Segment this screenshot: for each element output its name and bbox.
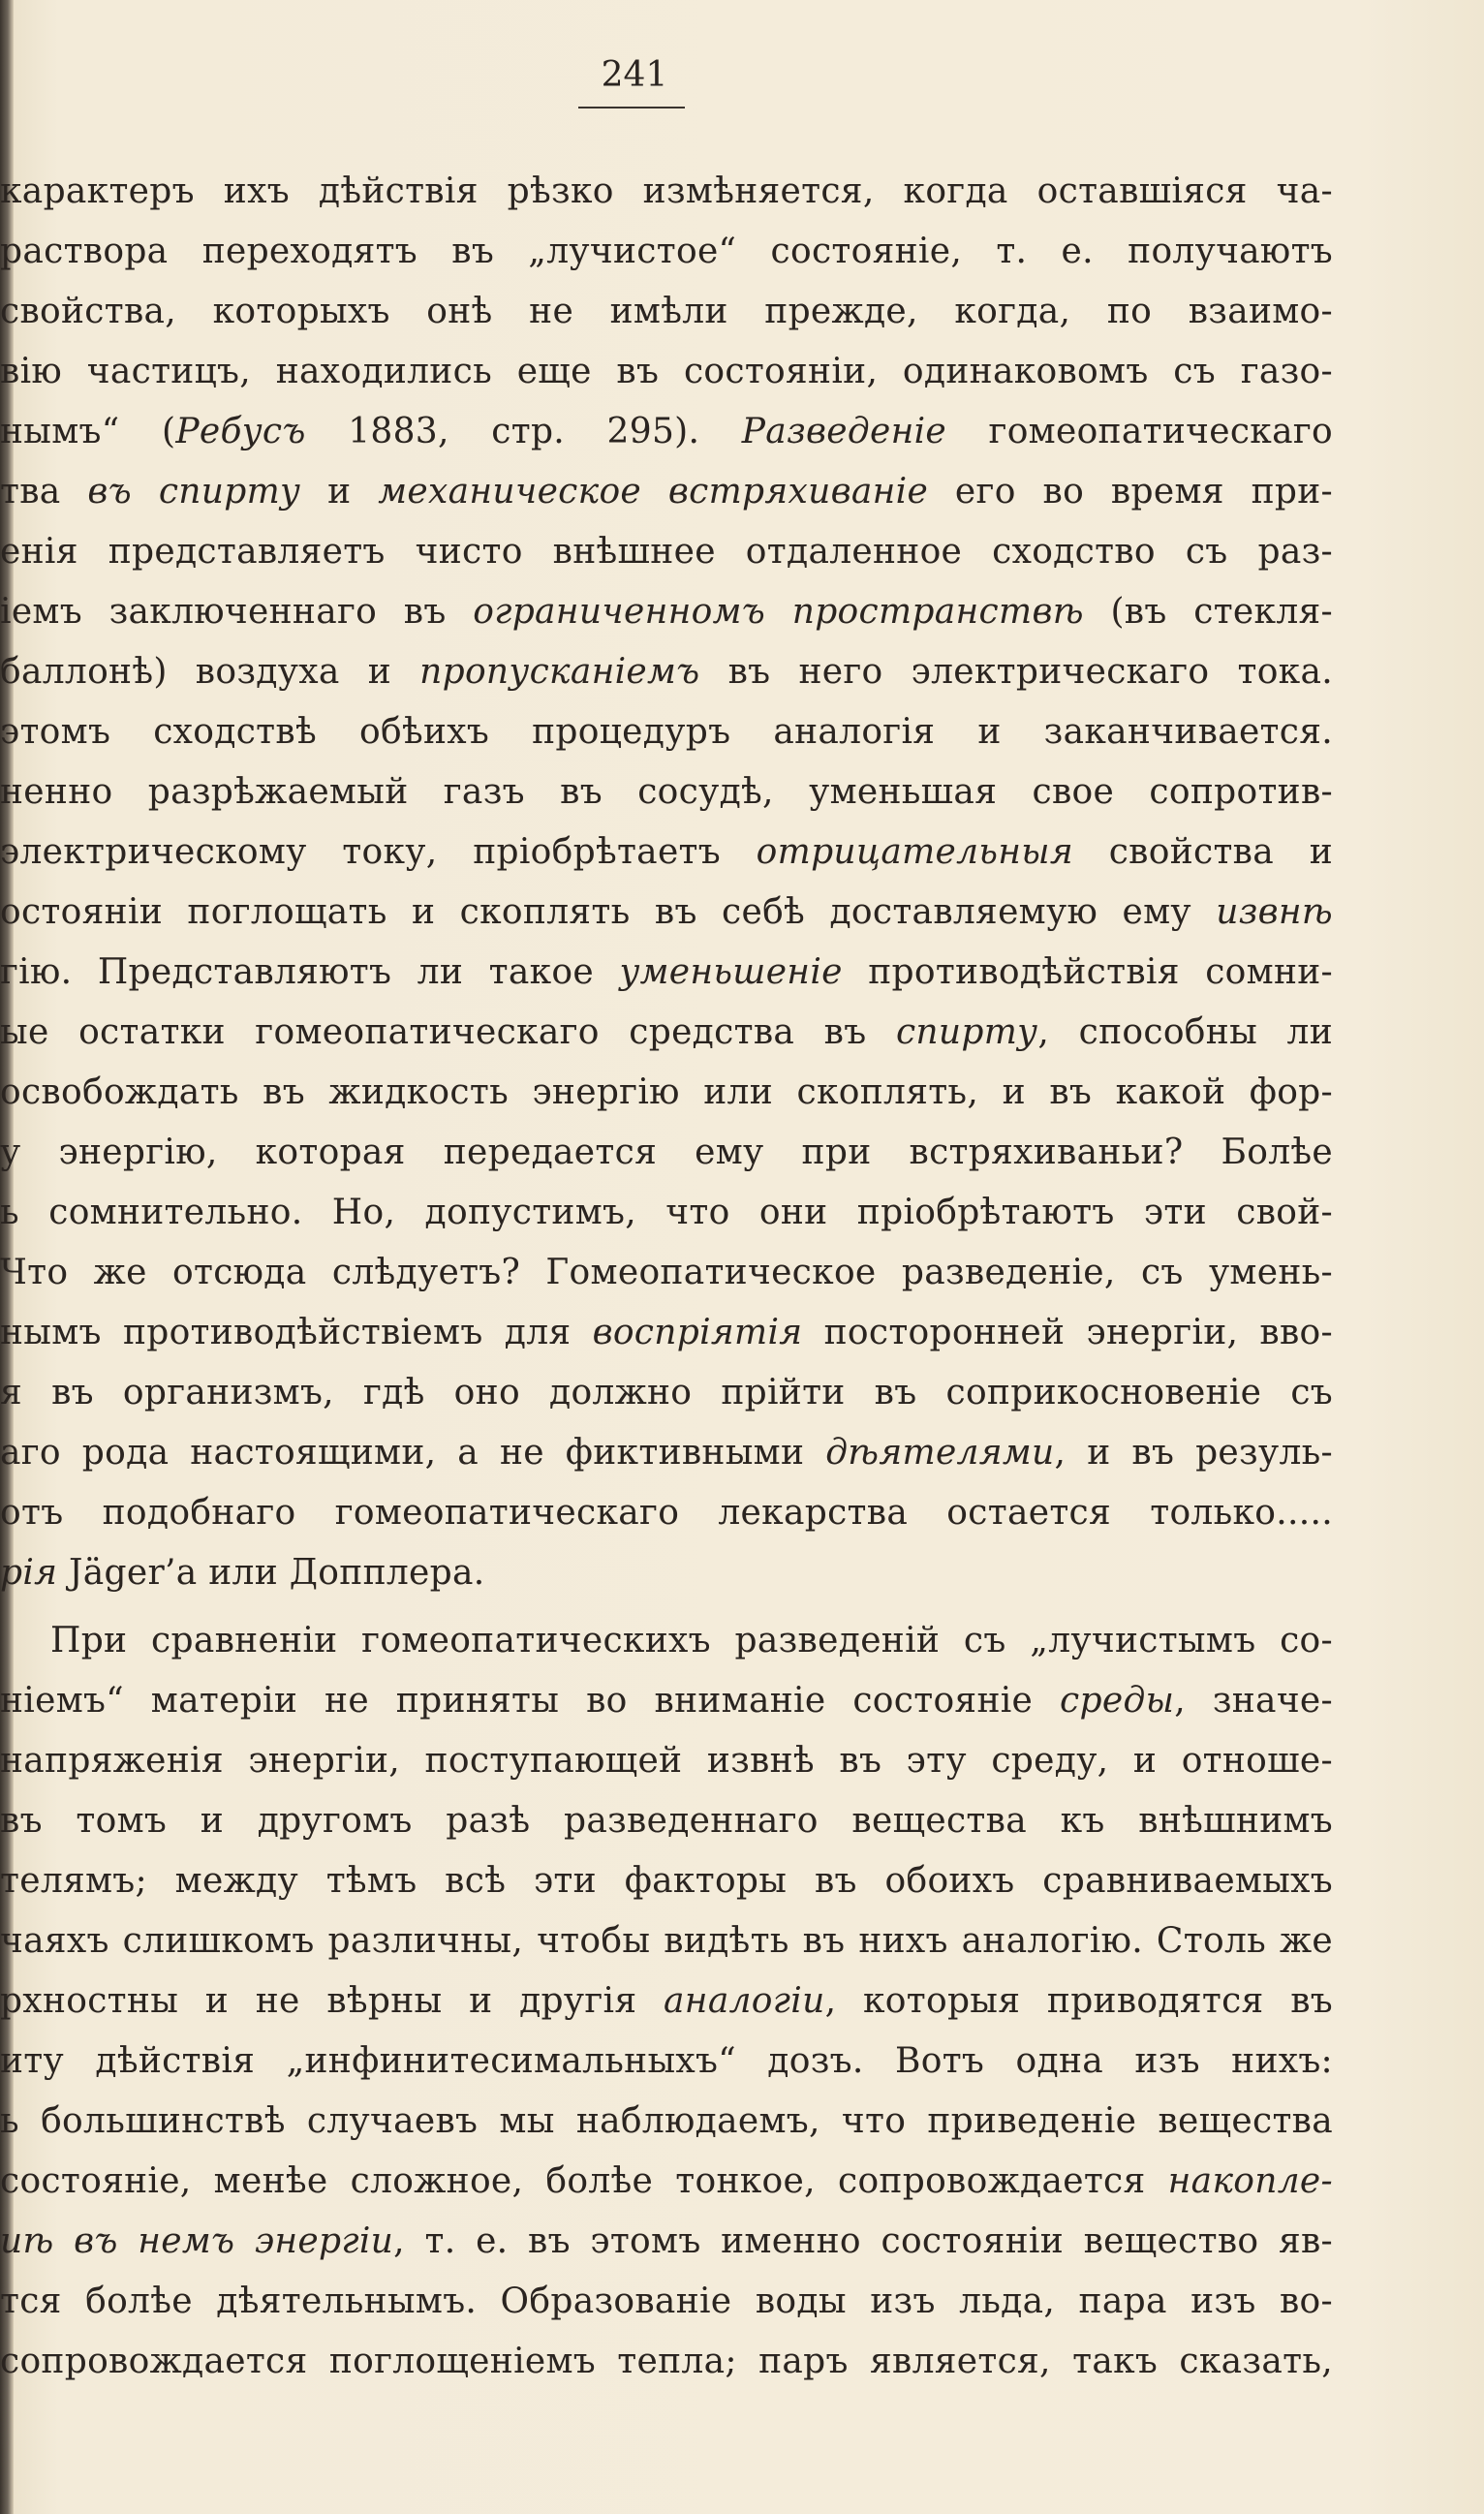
text-line <box>0 1363 1333 1423</box>
text-line <box>0 282 1333 342</box>
page-number-rule <box>578 107 685 109</box>
italic-text-segment: Ребусъ <box>175 412 306 451</box>
text-segment: напряженія энергіи, поступающей извнѣ въ эту среду, и отноше- <box>0 1741 1333 1781</box>
text-segment: и <box>300 472 379 512</box>
italic-text-segment: механическое встряхиваніе <box>378 472 929 512</box>
text-segment: Что же отсюда слѣдуетъ? Гомеопатическое разведеніе, съ умень- <box>0 1253 1333 1292</box>
text-segment: гомеопатическаго <box>946 412 1333 451</box>
italic-text-segment: аналогіи <box>664 1981 825 2021</box>
italic-text-segment: пропусканіемъ <box>419 652 700 692</box>
text-line <box>0 1003 1333 1063</box>
italic-text-segment: извнѣ <box>1216 892 1333 932</box>
text-segment: остояніи поглощать и скоплять въ себѣ доставляемую ему <box>0 892 1217 932</box>
text-segment: іемъ заключеннаго въ <box>0 592 474 632</box>
text-segment: ые остатки гомеопатическаго средства въ <box>0 1012 896 1052</box>
text-segment: ніемъ“ матеріи не приняты во вниманіе состояніе <box>0 1681 1061 1721</box>
text-segment: въ томъ и другомъ разѣ разведеннаго вещества къ внѣшнимъ <box>0 1801 1333 1841</box>
text-segment: , способны ли <box>1037 1012 1333 1052</box>
text-segment: карактеръ ихъ дѣйствія рѣзко измѣняется, когда оставшіяся ча- <box>0 171 1333 211</box>
text-line <box>0 2212 1333 2272</box>
text-segment: телямъ; между тѣмъ всѣ эти факторы въ обоихъ сравниваемыхъ <box>0 1861 1333 1901</box>
text-segment: ненно разрѣжаемый газъ въ сосудѣ, уменьшая свое сопротив- <box>0 772 1333 812</box>
text-line <box>0 642 1333 702</box>
text-line <box>0 582 1333 642</box>
text-line <box>0 2332 1333 2392</box>
text-segment: я въ организмъ, гдѣ оно должно прійти въ соприкосновеніе съ <box>0 1373 1333 1412</box>
text-line <box>0 943 1333 1003</box>
italic-text-segment: отрицательныя <box>756 832 1074 872</box>
text-segment: гію. Представляютъ ли такое <box>0 952 620 992</box>
text-segment: у энергію, которая передается ему при встряхиваньи? Болѣе <box>0 1133 1333 1172</box>
text-line <box>0 462 1333 522</box>
italic-text-segment: накопле- <box>1167 2161 1333 2201</box>
text-line <box>0 1303 1333 1363</box>
text-line <box>0 822 1333 883</box>
text-line <box>0 2272 1333 2332</box>
text-segment: баллонѣ) воздуха и <box>0 652 420 692</box>
page-number: 241 <box>601 55 668 95</box>
text-segment: тся болѣе дѣятельнымъ. Образованіе воды изъ льда, пара изъ во- <box>0 2281 1333 2321</box>
text-line <box>0 1423 1333 1483</box>
text-line <box>0 883 1333 943</box>
text-line <box>0 1183 1333 1243</box>
italic-text-segment: дѣятелями <box>825 1433 1055 1473</box>
text-line <box>0 1483 1333 1543</box>
text-line <box>0 222 1333 282</box>
text-segment: раствора переходятъ въ „лучистое“ состояніе, т. е. получаютъ <box>0 232 1333 271</box>
text-line <box>0 1063 1333 1123</box>
text-segment: этомъ сходствѣ обѣихъ процедуръ аналогія и заканчивается. <box>0 712 1333 752</box>
text-segment: состояніе, менѣе сложное, болѣе тонкое, сопровождается <box>0 2161 1168 2201</box>
text-segment: сопровождается поглощеніемъ тепла; паръ является, такъ сказать, <box>0 2342 1333 2381</box>
text-line <box>0 1543 1333 1603</box>
text-line <box>0 162 1333 222</box>
text-segment: его во время при- <box>928 472 1333 512</box>
text-segment: , которыя приводятся въ <box>824 1981 1333 2021</box>
text-segment: чаяхъ слишкомъ различны, чтобы видѣть въ нихъ аналогію. Столь же <box>0 1921 1333 1961</box>
text-line <box>0 2032 1333 2092</box>
text-segment: иту дѣйствія „инфинитесимальныхъ“ дозъ. Вотъ одна изъ нихъ: <box>0 2041 1333 2081</box>
text-line <box>0 402 1333 462</box>
text-line <box>0 1123 1333 1183</box>
text-line <box>0 1611 1333 1671</box>
text-line <box>0 1791 1333 1851</box>
text-line <box>0 702 1333 762</box>
text-segment: вію частицъ, находились еще въ состояніи, одинаковомъ съ газо- <box>0 352 1333 391</box>
text-segment: Jäger’а или Допплера. <box>57 1553 485 1593</box>
text-segment: , значе- <box>1174 1681 1333 1721</box>
text-segment: въ него электрическаго тока. <box>699 652 1333 692</box>
text-line <box>0 1671 1333 1731</box>
text-segment: ь большинствѣ случаевъ мы наблюдаемъ, что приведеніе вещества <box>0 2101 1333 2141</box>
text-segment: противодѣйствія сомни- <box>842 952 1333 992</box>
text-segment: енія представляетъ чисто внѣшнее отдаленное сходство съ раз- <box>0 532 1333 572</box>
text-segment: нымъ противодѣйствіемъ для <box>0 1313 593 1352</box>
text-line <box>0 1243 1333 1303</box>
body-text <box>0 162 1333 2392</box>
text-line <box>0 2152 1333 2212</box>
text-line <box>0 1971 1333 2032</box>
text-segment: рхностны и не вѣрны и другія <box>0 1981 665 2021</box>
text-segment: свойства и <box>1073 832 1333 872</box>
text-segment: При сравненіи гомеопатическихъ разведеній съ „лучистымъ со- <box>50 1621 1333 1660</box>
text-line <box>0 1851 1333 1911</box>
text-segment: , и въ резуль- <box>1054 1433 1333 1473</box>
text-segment: , т. е. въ этомъ именно состояніи вещество яв- <box>393 2221 1333 2261</box>
text-segment: освобождать въ жидкость энергію или скоплять, и въ какой фор- <box>0 1072 1333 1112</box>
text-line <box>0 2092 1333 2152</box>
italic-text-segment: уменьшеніе <box>619 952 843 992</box>
text-segment: свойства, которыхъ онѣ не имѣли прежде, когда, по взаимо- <box>0 292 1333 331</box>
italic-text-segment: спирту <box>895 1012 1038 1052</box>
text-segment: электрическому току, пріобрѣтаетъ <box>0 832 757 872</box>
text-segment: отъ подобнаго гомеопатическаго лекарства остается только..... <box>0 1493 1333 1533</box>
italic-text-segment: Разведеніе <box>741 412 947 451</box>
italic-text-segment: ограниченномъ пространствѣ <box>473 592 1084 632</box>
italic-text-segment: воспріятія <box>592 1313 803 1352</box>
text-line <box>0 1911 1333 1971</box>
text-segment: аго рода настоящими, а не фиктивными <box>0 1433 826 1473</box>
text-line <box>0 342 1333 402</box>
text-line <box>0 522 1333 582</box>
text-segment: ь сомнительно. Но, допустимъ, что они пріобрѣтаютъ эти свой- <box>0 1193 1333 1232</box>
text-segment: нымъ“ ( <box>0 412 176 451</box>
italic-text-segment: рія <box>0 1553 58 1593</box>
text-segment: посторонней энергіи, вво- <box>802 1313 1333 1352</box>
text-line <box>0 762 1333 822</box>
italic-text-segment: среды <box>1060 1681 1175 1721</box>
text-segment: 1883, стр. 295). <box>305 412 742 451</box>
text-line <box>0 1731 1333 1791</box>
text-segment: тва <box>0 472 88 512</box>
italic-text-segment: въ спирту <box>87 472 301 512</box>
italic-text-segment: иѣ въ немъ энергіи <box>0 2221 394 2261</box>
text-segment: (въ стекля- <box>1083 592 1333 632</box>
